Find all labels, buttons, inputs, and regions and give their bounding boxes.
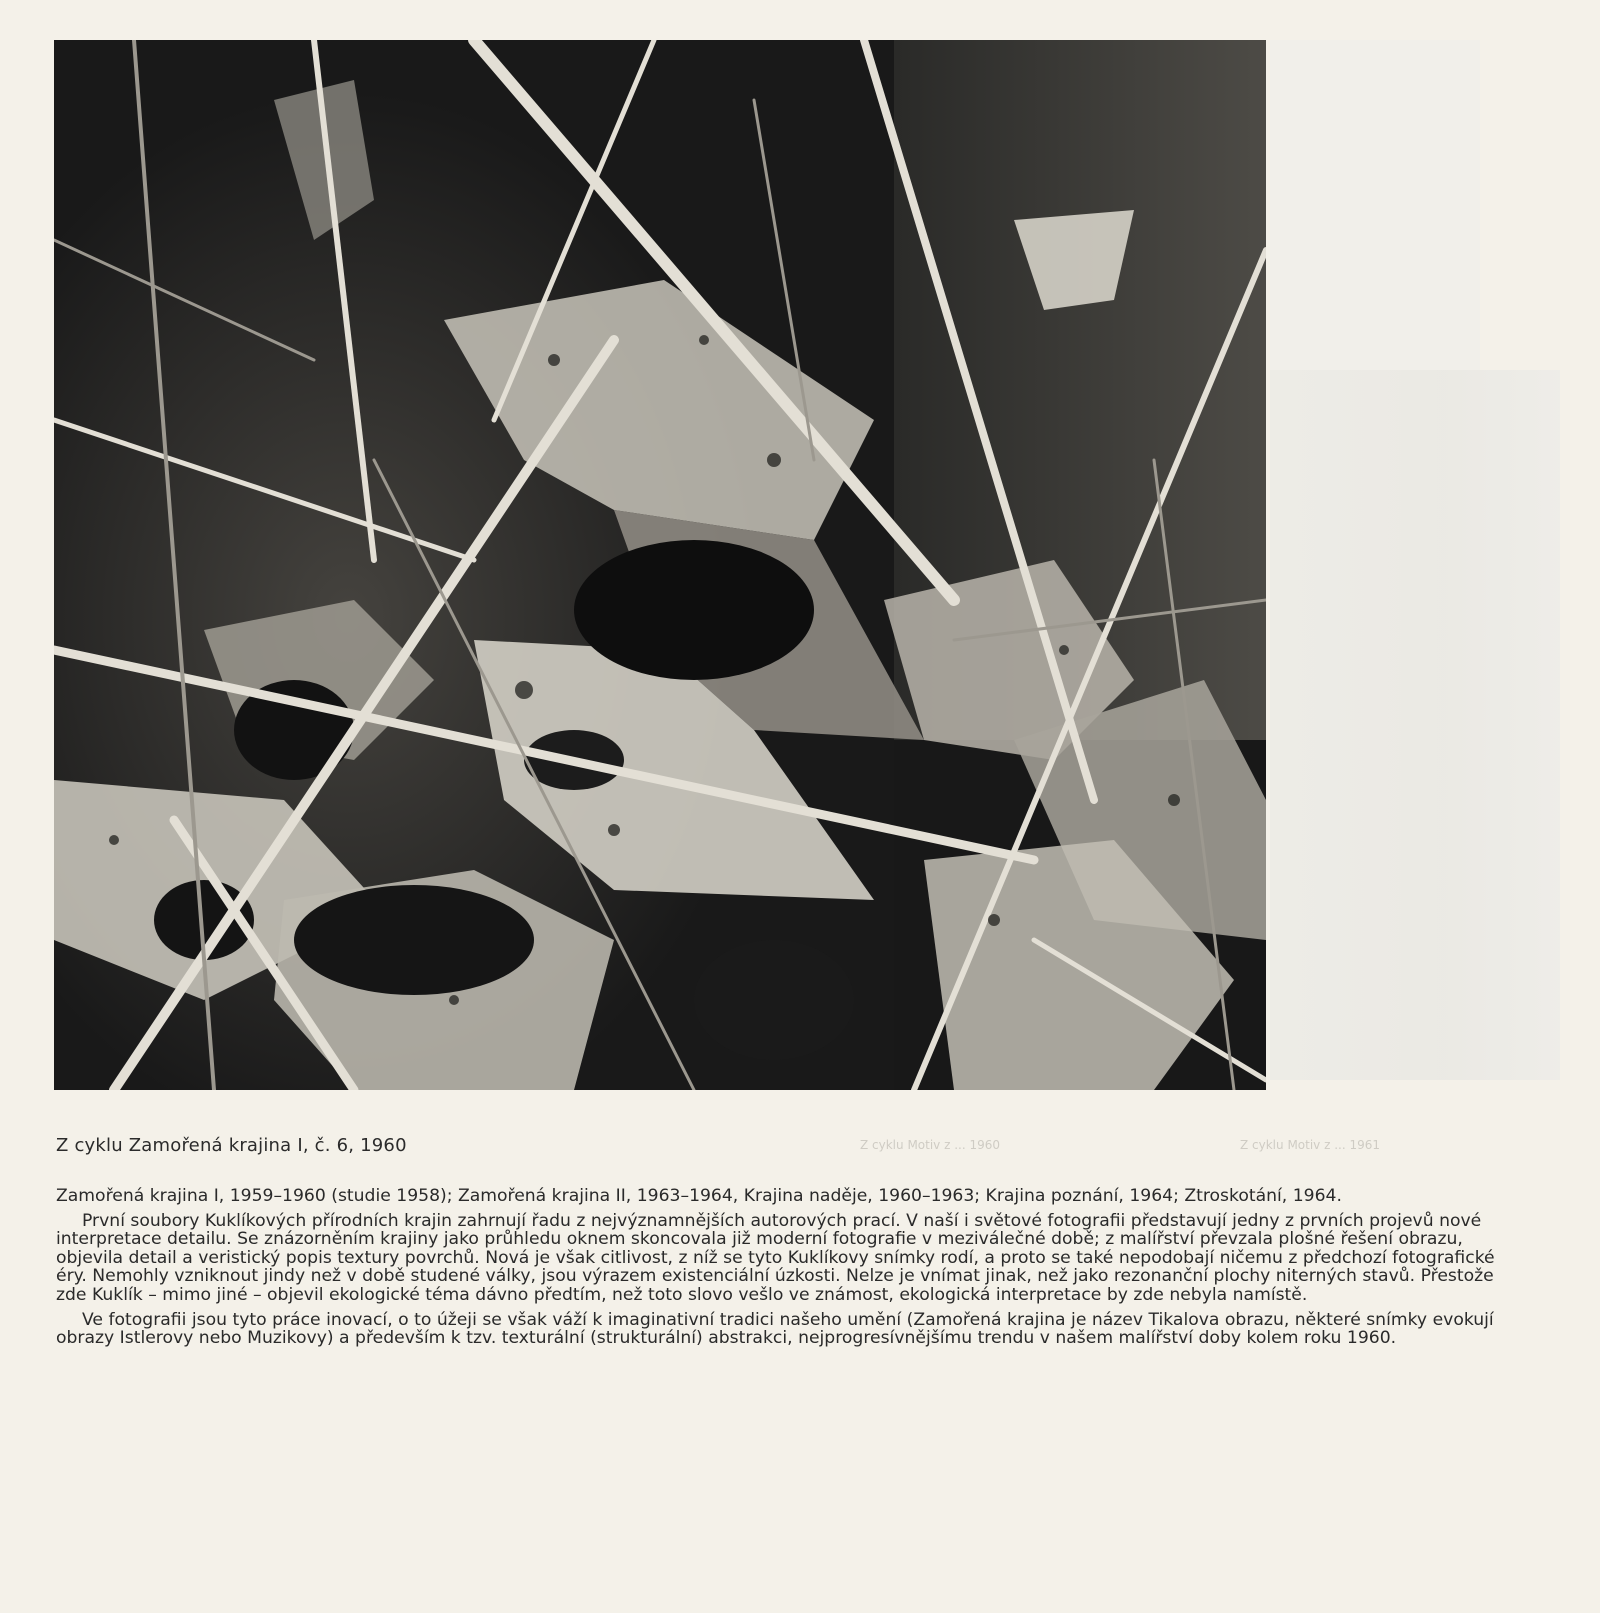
body-paragraph-2: Ve fotografii jsou tyto práce inovací, o to úžeji se však váží k imaginativní tradici našeho umění (Zamořená krajina je název Tikalova obrazu, některé snímky evokují obrazy Istlerovy nebo Muzikovy) a především k tzv. texturální (strukturální) abstrakci, nejprogresívnějšímu trendu v našem malířství doby kolem roku 1960. bbox=[56, 1309, 1494, 1349]
photograph-rendering bbox=[54, 40, 1266, 1090]
facing-page-bleed bbox=[1270, 370, 1560, 1080]
body-paragraph-1: První soubory Kuklíkových přírodních krajin zahrnují řadu z nejvýznamnějších autorových prací. V naší i světové fotografii představují jedny z prvních projevů nové interpretace detailu. Se znázorněním krajiny jako průhledu oknem skoncovala již moderní fotografie v meziválečné době; z malířství převzala plošné řešení obrazu, objevila detail a veristický popis textury povrchů. Nová je však citlivost, z níž se tyto Kuklíkovy snímky rodí, a proto se také nepodobají ničemu z předchozí fotografické éry. Nemohly vzniknout jindy než v době studené války, jsou výrazem existenciální úzkosti. Nelze je vnímat jinak, než jako rezonanční plochy niterných stavů. Přestože zde Kuklík – mimo jiné – objevil ekologické téma dávno předtím, než toto slovo vešlo ve známost, ekologická interpretace by zde nebyla namístě. bbox=[56, 1210, 1495, 1305]
series-list-paragraph: Zamořená krajina I, 1959–1960 (studie 1958); Zamořená krajina II, 1963–1964, Krajina naděje, 1960–1963; Krajina poznání, 1964; Ztroskotání, 1964. bbox=[56, 1186, 1342, 1206]
facing-page-ghost-caption-right: Z cyklu Motiv z ... 1961 bbox=[1240, 1138, 1380, 1152]
essay-text bbox=[56, 1187, 1526, 1354]
photograph-polluted-landscape bbox=[54, 40, 1266, 1090]
facing-page-ghost-caption-left: Z cyklu Motiv z ... 1960 bbox=[860, 1138, 1000, 1152]
facing-page-bleed-top bbox=[1270, 40, 1480, 370]
photo-caption: Z cyklu Zamořená krajina I, č. 6, 1960 bbox=[56, 1135, 407, 1156]
